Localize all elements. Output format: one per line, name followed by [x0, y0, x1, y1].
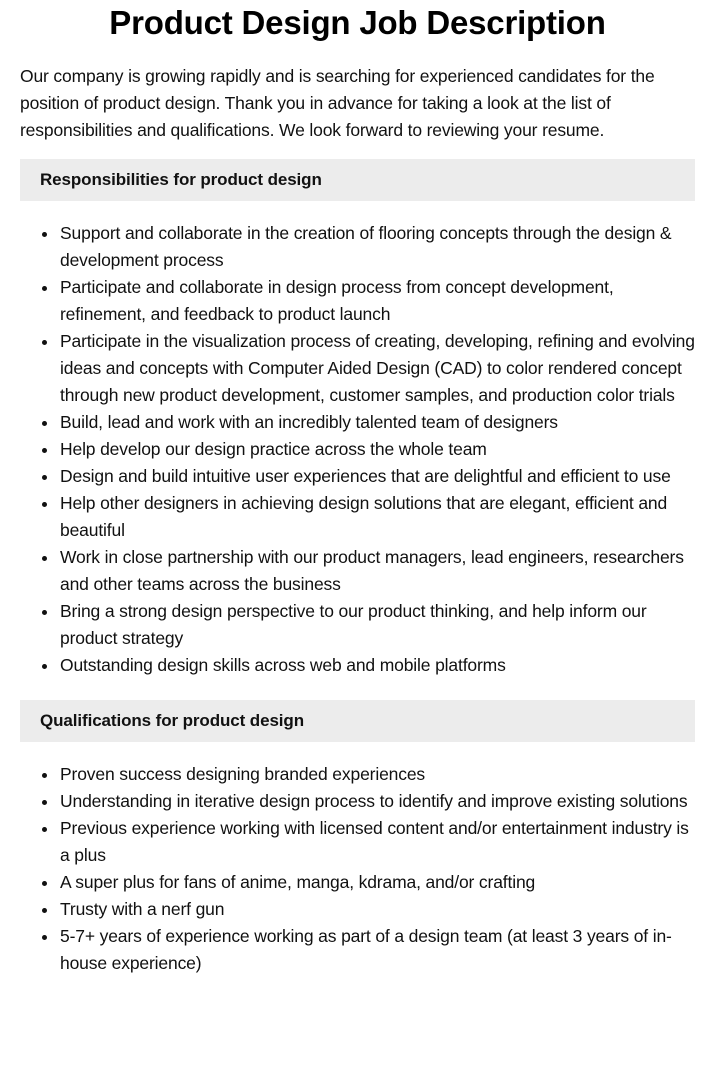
- list-item: Previous experience working with licensed content and/or entertainment industry is a plus: [60, 815, 695, 869]
- page-title: Product Design Job Description: [109, 4, 606, 41]
- list-item: Participate in the visualization process of creating, developing, refining and evolving ideas and concepts with Computer Aided Design (CAD) to color rendered concept through new product development, customer samples, and production color trials: [60, 328, 695, 409]
- list-item: Bring a strong design perspective to our product thinking, and help inform our product strategy: [60, 598, 695, 652]
- list-item: Support and collaborate in the creation of flooring concepts through the design & development process: [60, 220, 695, 274]
- list-item: Trusty with a nerf gun: [60, 896, 695, 923]
- list-item: Proven success designing branded experiences: [60, 761, 695, 788]
- list-item: Build, lead and work with an incredibly talented team of designers: [60, 409, 695, 436]
- list-item: Participate and collaborate in design process from concept development, refinement, and feedback to product launch: [60, 274, 695, 328]
- qualifications-heading: Qualifications for product design: [20, 700, 695, 742]
- list-item: Help other designers in achieving design solutions that are elegant, efficient and beautiful: [60, 490, 695, 544]
- list-item: A super plus for fans of anime, manga, kdrama, and/or crafting: [60, 869, 695, 896]
- list-item: Understanding in iterative design process to identify and improve existing solutions: [60, 788, 695, 815]
- responsibilities-list: [20, 220, 695, 679]
- responsibilities-heading: Responsibilities for product design: [20, 159, 695, 201]
- list-item: Work in close partnership with our product managers, lead engineers, researchers and other teams across the business: [60, 544, 695, 598]
- intro-paragraph: Our company is growing rapidly and is searching for experienced candidates for the position of product design. Thank you in advance for taking a look at the list of responsibilities and qualifications. We look forward to reviewing your resume.: [20, 66, 655, 140]
- list-item: 5-7+ years of experience working as part of a design team (at least 3 years of in-house experience): [60, 923, 695, 977]
- qualifications-list: [20, 761, 695, 977]
- list-item: Outstanding design skills across web and mobile platforms: [60, 652, 695, 679]
- list-item: Help develop our design practice across the whole team: [60, 436, 695, 463]
- list-item: Design and build intuitive user experiences that are delightful and efficient to use: [60, 463, 695, 490]
